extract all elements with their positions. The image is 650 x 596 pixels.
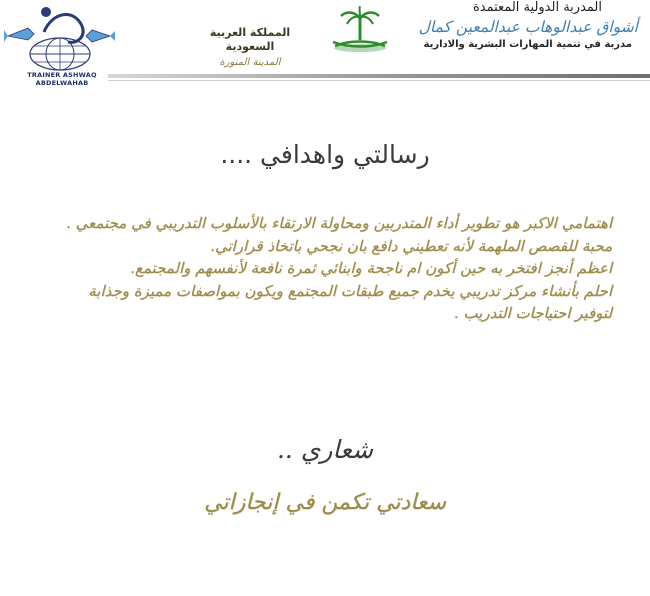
country-block	[190, 26, 310, 70]
trainer-role: المدربة الدولية المعتمدة	[472, 0, 602, 15]
trainer-name: أشواق عبدالوهاب عبدالمعين كمال	[418, 18, 638, 36]
mission-line: اهتمامي الاكبر هو تطوير أداء المتدربين ومحاولة الارتقاء بالأسلوب التدريبي في مجتمعي .	[66, 214, 612, 232]
header-divider	[108, 74, 650, 78]
slogan-title: شعاري ..	[276, 435, 374, 464]
trainer-globe-logo-icon	[4, 2, 116, 72]
trainer-info	[388, 0, 638, 52]
mission-text	[50, 212, 612, 325]
header-divider-thin	[108, 80, 650, 81]
country-name: المملكة العربية السعودية	[209, 26, 291, 53]
mission-line: احلم بأنشاء مركز تدريبي يخدم جميع طبقات المجتمع ويكون بمواصفات مميزة وجذابة لتوفير احتياجات التدريب .	[88, 281, 612, 322]
saudi-palm-swords-emblem-icon	[329, 6, 391, 54]
trainer-logo	[4, 2, 116, 87]
page-header	[0, 0, 650, 86]
logo-caption: TRAINER ASHWAQ ABDELWAHAB	[27, 71, 97, 87]
mission-line: محبة للقصص الملهمة لأنه تعطيني دافع بان نجحي باتخاذ قراراتي.	[210, 236, 612, 255]
page-title: رسالتي واهدافي ....	[220, 140, 430, 169]
mission-line: اعظم أنجز افتخر به حين أكون ام ناجحة وابنائي ثمرة نافعة لأنفسهم والمجتمع.	[130, 259, 612, 277]
slogan-text: سعادتي تكمن في إنجازاتي	[204, 490, 446, 515]
trainer-specialty: مدربة في تنمية المهارات البشرية والادارية	[423, 39, 632, 50]
city-name: المدينة المنورة	[219, 57, 281, 68]
